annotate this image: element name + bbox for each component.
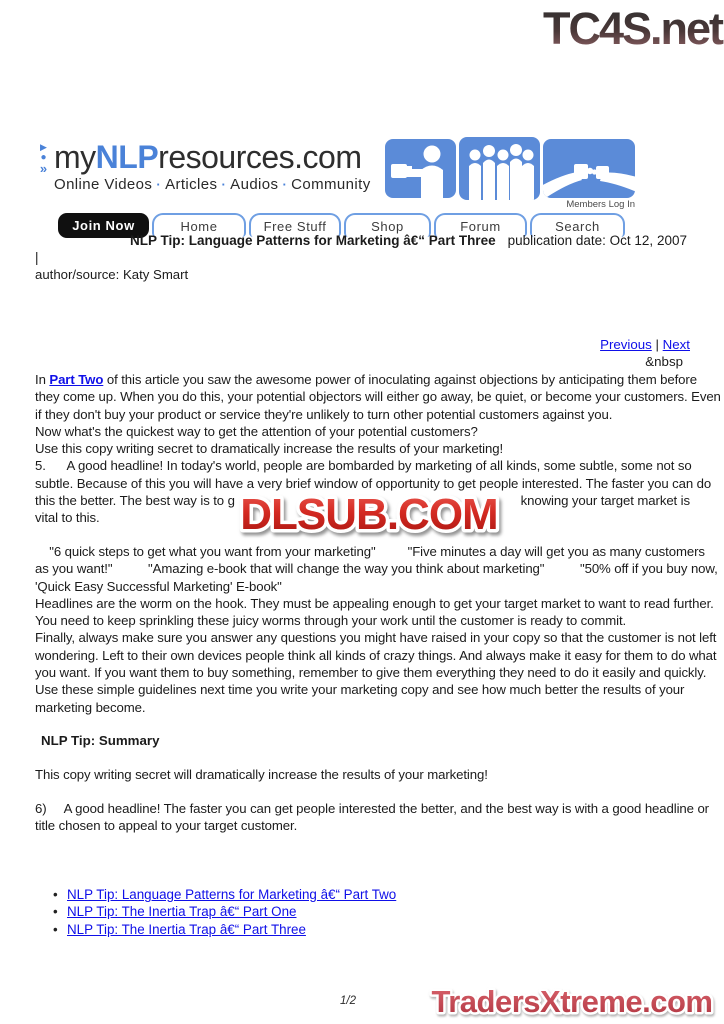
paragraph-block-b [35,543,718,716]
tradersxtreme-watermark [424,981,720,1023]
previous-link[interactable]: Previous [600,337,652,352]
text-line: marketing become. [35,699,146,715]
tab-join-now[interactable]: Join Now [58,213,149,238]
nbsp-text: &nbsp [645,354,683,370]
text-line: 5. A good headline! In today's world, people are bombarded by marketing of all kinds, some subtle, some not so [35,458,692,474]
text-line: they come up. When you do this, your potential objectors will either go away, be quiet, or become your customers. Even [35,389,721,405]
tagline-item: Articles [165,176,218,193]
related-link-inertia-one[interactable]: NLP Tip: The Inertia Trap â€“ Part One [67,904,297,920]
members-login-link[interactable]: Members Log In [566,199,635,210]
tradersxtreme-watermark-text: TradersXtreme.com [431,984,713,1019]
related-links [35,886,635,938]
play-icon: ▶ [40,142,47,152]
text-line: vital to this. [35,510,100,526]
text-line: Finally, always make sure you answer any questions you might have raised in your copy so that the customer is not left [35,630,717,646]
publication-date: publication date: Oct 12, 2007 [507,233,687,248]
related-link-part-two[interactable]: NLP Tip: Language Patterns for Marketing â€“ Part Two [67,887,397,902]
article-title-text: NLP Tip: Language Patterns for Marketing â€“ Part Three [130,233,496,248]
text-fragment: this the better. The best way is to g [35,493,235,509]
tagline-item: Community [291,176,371,193]
summary-paragraph [35,766,692,783]
tagline-item: Online Videos [54,176,153,193]
tab-forum[interactable]: Forum [434,213,527,237]
dlsub-watermark-text: DLSUB.COM [240,490,498,539]
video-camera-image [385,139,456,198]
text-line: subtle. Because of this you will have a very brief window of opportunity to get people interested. The faster you can do [35,475,712,491]
text-fragment: knowing your target market is [520,493,690,509]
tab-shop[interactable]: Shop [344,213,431,237]
text-line: you want. If you want them to buy something, remember to give them everything they need to do it easily and quickly. [35,665,707,681]
text-line: Use these simple guidelines next time you write your marketing copy and see how much better the results of your [35,682,685,698]
logo-suffix: resources.com [158,139,362,175]
list-item [35,886,635,903]
pager [35,336,690,371]
logo-text [54,140,371,174]
text-line: You need to keep sprinkling these juicy worms through your work until the customer is ready to commit. [35,613,627,629]
text-line: 'Quick Easy Successful Marketing' E-book" [35,578,282,594]
text-fragment: In [35,372,50,387]
tagline-item: Audios [230,176,279,193]
text-line [35,371,697,388]
pipe-separator: | [35,250,39,265]
text-line: title chosen to appeal to your target customer. [35,818,298,834]
people-group-image [459,137,540,200]
text-line-italic: Use this copy writing secret to dramatically increase the results of your marketing! [35,441,504,457]
text-line: 6) A good headline! The faster you can get people interested the better, and the best way is with a good headline or [35,801,709,816]
tagline-separator: · [221,177,227,192]
tab-search[interactable]: Search [530,213,625,237]
text-line: wondering. Left to their own devices people think all kinds of crazy things. And always make it easy for them to do what [35,647,717,663]
tab-home[interactable]: Home [152,213,246,237]
dlsub-watermark [219,484,519,542]
text-line: if they don't buy your product or service they're unlikely to turn other potential customers against you. [35,406,613,422]
part-two-link[interactable]: Part Two [49,372,104,387]
page-number: 1/2 [340,995,356,1007]
article-title [130,233,687,248]
paragraph-six [35,800,709,835]
tagline-separator: · [156,177,162,192]
list-item [35,921,635,938]
text-line: Now what's the quickest way to get the attention of your potential customers? [35,423,478,439]
tagline-separator: · [282,177,288,192]
list-item [35,903,635,920]
logo-icon [35,140,52,198]
pager-separator: | [651,337,663,352]
author-line: author/source: Katy Smart [35,267,189,282]
site-logo[interactable] [35,140,380,198]
text-fragment: of this article you saw the awesome power of inoculating against objections by anticipating them before [103,372,697,387]
text-line: "6 quick steps to get what you want from your marketing" "Five minutes a day will get you as many customers [35,544,705,559]
tab-free-stuff[interactable]: Free Stuff [249,213,341,237]
text-line: This copy writing secret will dramatically increase the results of your marketing! [35,767,488,782]
text-line: Headlines are the worm on the hook. They must be appealing enough to get your target market to want to read further. [35,595,714,611]
summary-heading: NLP Tip: Summary [41,733,160,748]
next-link[interactable]: Next [662,337,690,352]
tc4s-watermark-text: TC4S.net [542,3,722,54]
text-line: as you want!" "Amazing e-book that will change the way you think about marketing" "50% off if you buy now, [35,561,718,577]
related-link-inertia-three[interactable]: NLP Tip: The Inertia Trap â€“ Part Three [67,921,306,937]
forward-icon: » [39,161,48,176]
dot-icon: ● [40,152,47,163]
puzzle-hands-image [543,139,635,198]
logo-highlight: NLP [95,139,159,175]
tc4s-watermark [478,0,724,56]
logo-prefix: my [54,139,96,175]
logo-tagline [54,176,371,193]
